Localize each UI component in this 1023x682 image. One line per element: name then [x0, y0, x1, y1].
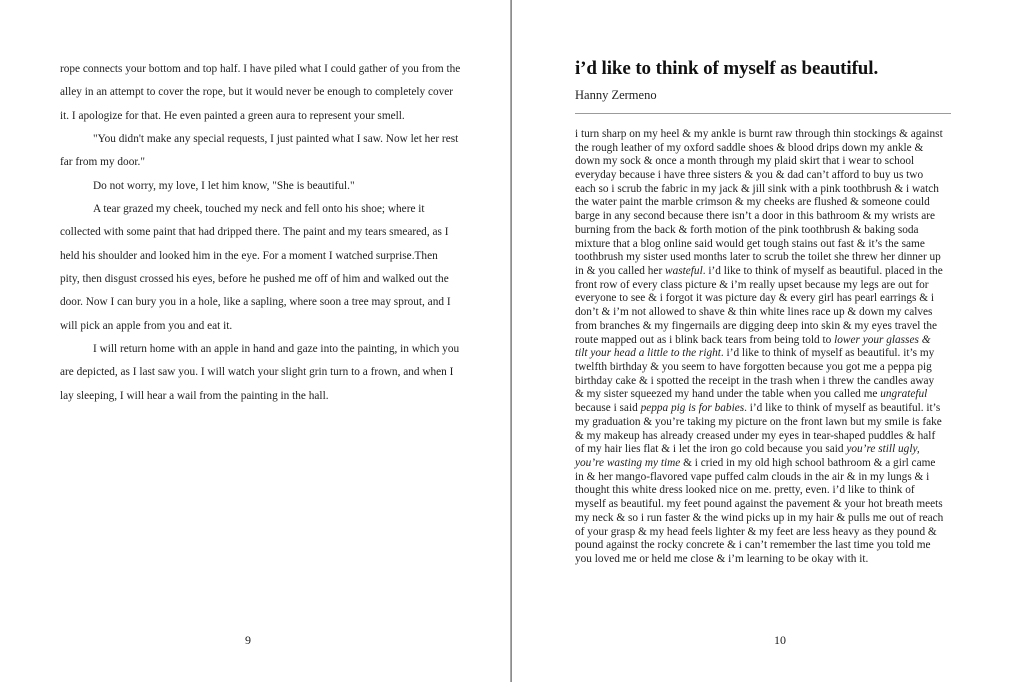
prose-line: it. I apologize for that. He even painted a green aura to represent your smell. [60, 109, 405, 122]
poem-line: thought this white dress looked nice on me. pretty, even. i’d like to think of [575, 484, 915, 497]
prose-line: held his shoulder and looked him in the eye. For a moment I watched surprise.Then [60, 249, 438, 262]
poem-line: because i said peppa pig is for babies. i’d like to think of myself as beautiful. it’s [575, 402, 941, 415]
poem-line: toothbrush my sister used months later to scrub the toilet she threw her dinner up [575, 251, 941, 264]
prose-line: door. Now I can bury you in a hole, like a sapling, where soon a tree may sprout, and I [60, 296, 451, 309]
prose-line: I will return home with an apple in hand and gaze into the painting, in which you [93, 343, 460, 356]
title-rule [575, 113, 951, 114]
prose-line: A tear grazed my cheek, touched my neck and fell onto his shoe; where it [93, 203, 425, 216]
poem-line: my graduation & you’re taking my picture on the front lawn but my smile is fake [575, 415, 942, 428]
prose-line: are depicted, as I last saw you. I will watch your slight grin turn to a frown, and when I [60, 366, 454, 379]
poem-author: Hanny Zermeno [575, 87, 657, 102]
poem-line: down my sock & once a month through my plaid skirt that i wear to school [575, 155, 915, 168]
poem-line: you’re wasting my time & i cried in my old high school bathroom & a girl came [575, 457, 936, 470]
prose-text [60, 58, 472, 408]
page-number-left: 9 [245, 633, 251, 647]
poem-line: barge in any second because there isn’t a door in this bathroom & my wrists are [575, 210, 936, 223]
poem-line: front row of every class picture & i’m really upset because my legs are out for [575, 278, 929, 291]
poem-line: in & her mango-flavored vape puffed calm clouds in the air & in my lungs & i [575, 470, 930, 483]
poem-title: i’d like to think of myself as beautiful. [575, 58, 879, 79]
poem-text [575, 128, 953, 567]
poem-line: everyday because i have three sisters & you & dad can’t afford to buy us two [575, 168, 924, 181]
poem-line: everyone to see & i forgot it was picture day & every girl has pearl earrings & i [575, 292, 934, 305]
poem-line: route mapped out as i blink back tears from being told to lower your glasses & [575, 333, 931, 346]
poem-content [575, 58, 953, 567]
prose-line: alley in an attempt to cover the rope, but it would never be enough to completely cover [60, 86, 454, 99]
poem-line: don’t & i’m not allowed to shave & thin white lines race up & down my calves [575, 306, 933, 319]
prose-line: pity, then disgust crossed his eyes, before he pushed me off of him and walked out the [60, 273, 449, 286]
poem-line: & my makeup has already creased under my eyes in tear-shaped puddles & half [575, 429, 936, 442]
poem-line: each so i scrub the fabric in my jack & jill sink with a pink toothbrush & i watch [575, 182, 939, 195]
poem-line: of your grasp & my head feels lighter & my feet are less heavy as they pound & [575, 525, 937, 538]
prose-line: far from my door." [60, 156, 145, 169]
poem-line: myself as beautiful. my feet pound against the pavement & your hot breath meets [575, 498, 943, 511]
prose-line: rope connects your bottom and top half. I have piled what I could gather of you from the [60, 63, 461, 75]
poem-line: twelfth birthday & you seem to have forgotten because you got me a peppa pig [575, 361, 932, 374]
prose-line: "You didn't make any special requests, I just painted what I saw. Now let her rest [93, 133, 459, 146]
prose-line: collected with some paint that had dripped there. The paint and my tears smeared, as I [60, 226, 449, 239]
poem-line: of my hair lies flat & i let the iron go cold because you said you’re still ugly, [575, 443, 920, 456]
poem-line: & my sister squeezed my hand under the table when you called me ungrateful [575, 388, 928, 401]
prose-line: lay sleeping, I will hear a wail from the painting in the hall. [60, 389, 329, 402]
poem-line: tilt your head a little to the right. i’d like to think of myself as beautiful. it’s my [575, 347, 935, 360]
poem-line: the water paint the marble crimson & my cheeks are flushed & someone could [575, 196, 930, 209]
poem-line: mixture that a blog online said would get tough stains out fast & it’s the same [575, 237, 925, 250]
poem-line: birthday cake & i spotted the receipt in the trash when i threw the candles away [575, 374, 935, 387]
poem-line: in & you called her wasteful. i’d like to think of myself as beautiful. placed in the [575, 264, 943, 277]
prose-line: will pick an apple from you and eat it. [60, 319, 233, 332]
poem-line: burning from the back & forth motion of the pink toothbrush & baking soda [575, 223, 919, 236]
poem-line: you loved me or held me close & i’m learning to be okay with it. [575, 553, 869, 566]
page-divider [510, 0, 512, 682]
page-number-right: 10 [774, 633, 786, 647]
poem-line: from branches & my fingernails are digging deep into skin & my eyes travel the [575, 319, 938, 332]
prose-line: Do not worry, my love, I let him know, "She is beautiful." [93, 179, 355, 192]
poem-line: pound against the rocky concrete & i can’t remember the last time you told me [575, 539, 931, 552]
poem-line: i turn sharp on my heel & my ankle is burnt raw through thin stockings & against [575, 127, 943, 140]
poem-line: my neck & so i run faster & the wind picks up in my hair & pulls me out of reach [575, 511, 944, 524]
poem-line: the rough leather of my oxford saddle shoes & blood drips down my ankle & [575, 141, 924, 154]
